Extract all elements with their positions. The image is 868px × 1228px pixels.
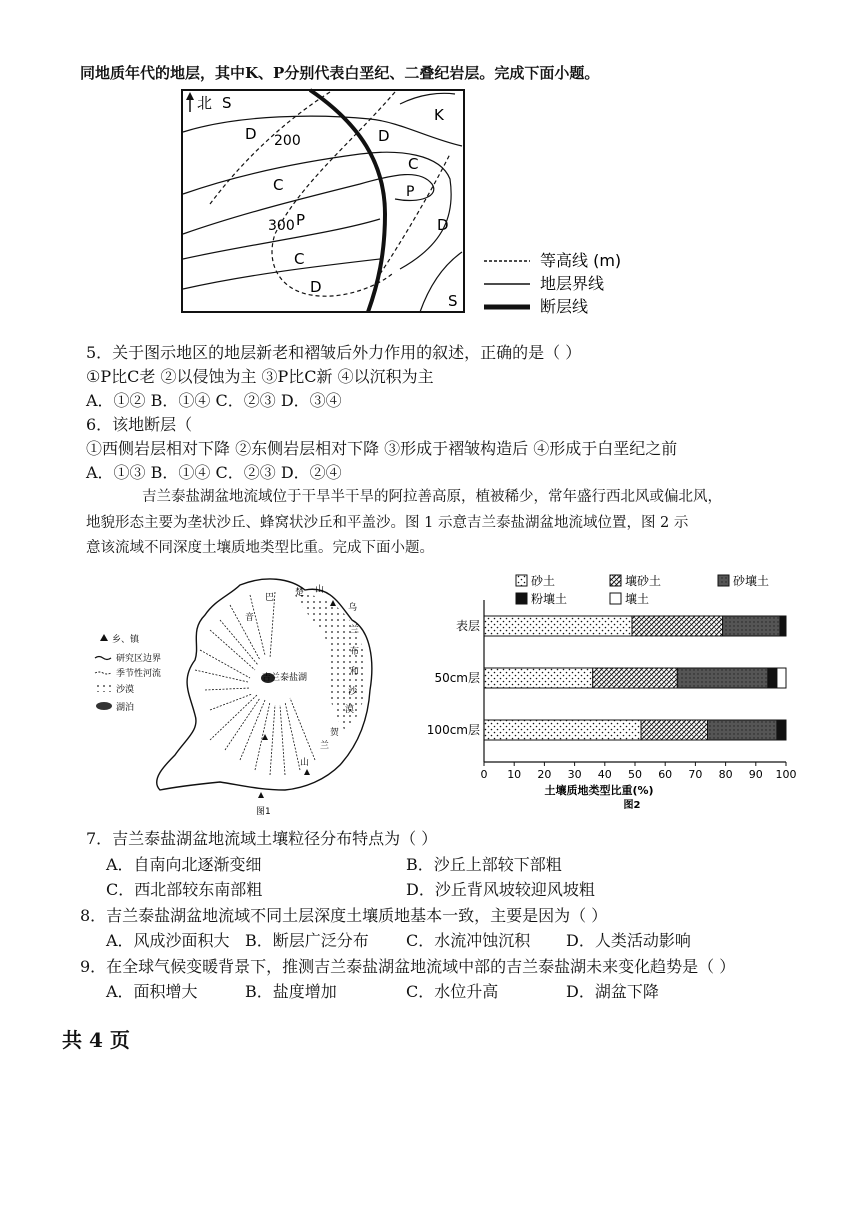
svg-text:300: 300 (268, 218, 295, 234)
q7-stem: 7．吉兰泰盐湖盆地流域土壤粒径分布特点为（ ） (86, 829, 438, 848)
q7-option-d: D．沙丘背风坡较迎风坡粗 (406, 880, 595, 899)
x-tick-label: 20 (537, 768, 552, 781)
svg-text:D: D (245, 125, 257, 143)
q7-option-b: B．沙丘上部较下部粗 (406, 855, 562, 874)
svg-text:D: D (437, 216, 449, 234)
legend-label: 粉壤土 (531, 592, 568, 606)
map-frame (182, 90, 464, 312)
category-label: 50cm层 (434, 671, 480, 685)
chart-bars (427, 616, 786, 740)
svg-text:地层界线: 地层界线 (540, 274, 605, 293)
bar-segment (768, 668, 777, 688)
bar-segment (777, 720, 786, 740)
svg-text:湖泊: 湖泊 (116, 703, 135, 713)
bar-segment (593, 668, 678, 688)
svg-text:C: C (294, 250, 305, 268)
svg-text:C: C (408, 155, 419, 173)
svg-text:漠: 漠 (345, 705, 355, 715)
q9-stem: 9．在全球气候变暖背景下，推测吉兰泰盐湖盆地流域中部的吉兰泰盐湖未来变化趋势是（ ） (80, 957, 736, 976)
svg-text:D: D (378, 127, 390, 145)
x-tick-label: 80 (718, 768, 733, 781)
svg-text:C: C (273, 176, 284, 194)
bar-segment (677, 668, 768, 688)
svg-text:P: P (406, 184, 415, 200)
bar-segment (632, 616, 723, 636)
x-tick-label: 50 (628, 768, 642, 781)
passage-line-3: 意该流域不同深度土壤质地类型比重。完成下面小题。 (86, 540, 434, 556)
svg-text:P: P (296, 211, 306, 229)
legend-label: 砂壤土 (733, 574, 770, 588)
q6-choices: A．①③ B．①④ C．②③ D．②④ (86, 463, 342, 482)
svg-text:布: 布 (350, 647, 360, 657)
svg-text:断层线: 断层线 (540, 297, 589, 316)
x-tick-label: 0 (480, 768, 488, 781)
svg-text:S: S (222, 94, 232, 112)
svg-text:山: 山 (300, 758, 310, 768)
svg-text:沙漠: 沙漠 (116, 685, 135, 695)
category-label: 100cm层 (426, 723, 480, 737)
svg-text:季节性河流: 季节性河流 (116, 669, 162, 679)
x-tick-label: 100 (775, 768, 797, 781)
legend-swatch (516, 575, 527, 586)
svg-text:和: 和 (350, 667, 360, 677)
q8-option-a: A．风成沙面积大 (106, 931, 230, 950)
q6-items: ①西侧岩层相对下降 ②东侧岩层相对下降 ③形成于褶皱构造后 ④形成于白垩纪之前 (86, 439, 678, 458)
svg-text:等高线 (m): 等高线 (m) (540, 251, 622, 270)
chart-xlabel: 土壤质地类型比重(%) (544, 784, 654, 797)
bar-segment (723, 616, 780, 636)
passage-line-2: 地貌形态主要为垄状沙丘、蜂窝状沙丘和平盖沙。图 1 示意吉兰泰盐湖盆地流域位置，图 2 示 (86, 515, 689, 531)
intro-line: 同地质年代的地层，其中K、P分别代表白垩纪、二叠纪岩层。完成下面小题。 (80, 64, 600, 82)
q9-option-a: A．面积增大 (106, 982, 198, 1001)
svg-text:兰: 兰 (320, 741, 330, 751)
svg-text:巴: 巴 (265, 593, 275, 603)
q5-items: ①P比C老 ②以侵蚀为主 ③P比C新 ④以沉积为主 (86, 367, 434, 386)
svg-text:贺: 贺 (330, 728, 340, 738)
x-tick-label: 70 (688, 768, 703, 781)
town-icon (304, 769, 310, 775)
svg-text:兰: 兰 (350, 625, 360, 635)
q5-stem: 5．关于图示地区的地层新老和褶皱后外力作用的叙述，正确的是（ ） (86, 343, 582, 362)
q7-option-c: C．西北部较东南部粗 (106, 880, 263, 899)
q9-option-b: B．盐度增加 (245, 982, 337, 1001)
x-tick-label: 10 (507, 768, 522, 781)
svg-text:K: K (434, 106, 444, 124)
svg-text:乡、镇: 乡、镇 (112, 635, 140, 645)
svg-text:S: S (448, 292, 458, 310)
q8-option-b: B．断层广泛分布 (245, 931, 369, 950)
q9-option-d: D．湖盆下降 (566, 982, 659, 1001)
bar-segment (484, 720, 641, 740)
bar-segment (707, 720, 776, 740)
bar-segment (777, 668, 786, 688)
svg-text:山: 山 (315, 585, 325, 595)
q8-option-c: C．水流冲蚀沉积 (406, 931, 531, 950)
page-count: 共 4 页 (62, 1028, 130, 1052)
svg-text:研究区边界: 研究区边界 (116, 654, 162, 664)
svg-text:乌: 乌 (348, 603, 358, 613)
north-label: 北 (197, 94, 213, 112)
bar-segment (641, 720, 707, 740)
map-legend (484, 251, 621, 316)
q8-stem: 8．吉兰泰盐湖盆地流域不同土层深度土壤质地基本一致，主要是因为（ ） (80, 906, 608, 925)
legend-swatch (610, 575, 621, 586)
q8-option-d: D．人类活动影响 (566, 931, 691, 950)
bar-segment (780, 616, 786, 636)
svg-text:沙: 沙 (348, 687, 358, 697)
q7-option-a: A．自南向北逐渐变细 (106, 855, 262, 874)
category-label: 表层 (455, 619, 480, 633)
geologic-map (0, 84, 868, 324)
svg-text:D: D (310, 278, 322, 296)
x-tick-label: 60 (658, 768, 673, 781)
north-arrow-icon (186, 92, 194, 112)
legend-swatch (516, 593, 527, 604)
q5-choices: A．①② B．①④ C．②③ D．③④ (86, 391, 342, 410)
chart-legend (516, 573, 769, 606)
x-tick-label: 90 (748, 768, 763, 781)
passage-line-1: 吉兰泰盐湖盆地流域位于干旱半干旱的阿拉善高原，植被稀少，常年盛行西北风或偏北风， (142, 489, 722, 505)
desert-east (295, 594, 366, 730)
q9-option-c: C．水位升高 (406, 982, 499, 1001)
chart-caption: 图2 (623, 800, 641, 811)
legend-label: 砂土 (531, 574, 556, 588)
bar-segment (484, 668, 593, 688)
legend-swatch (718, 575, 729, 586)
svg-text:音: 音 (245, 613, 255, 623)
basin-legend (95, 633, 161, 713)
soil-texture-chart (424, 572, 797, 822)
q6-stem: 6．该地断层（ (86, 415, 193, 434)
x-tick-label: 30 (567, 768, 582, 781)
svg-text:图1: 图1 (256, 807, 271, 817)
legend-swatch (610, 593, 621, 604)
town-icon (258, 792, 264, 798)
svg-text:200: 200 (274, 133, 301, 149)
bar-segment (484, 616, 632, 636)
x-tick-label: 40 (597, 768, 612, 781)
svg-text:楚: 楚 (295, 588, 305, 598)
legend-label: 壤土 (625, 592, 650, 606)
basin-map (90, 570, 390, 820)
legend-label: 壤砂土 (625, 574, 662, 588)
svg-text:吉兰泰盐湖: 吉兰泰盐湖 (262, 673, 308, 683)
town-icon (100, 634, 108, 641)
